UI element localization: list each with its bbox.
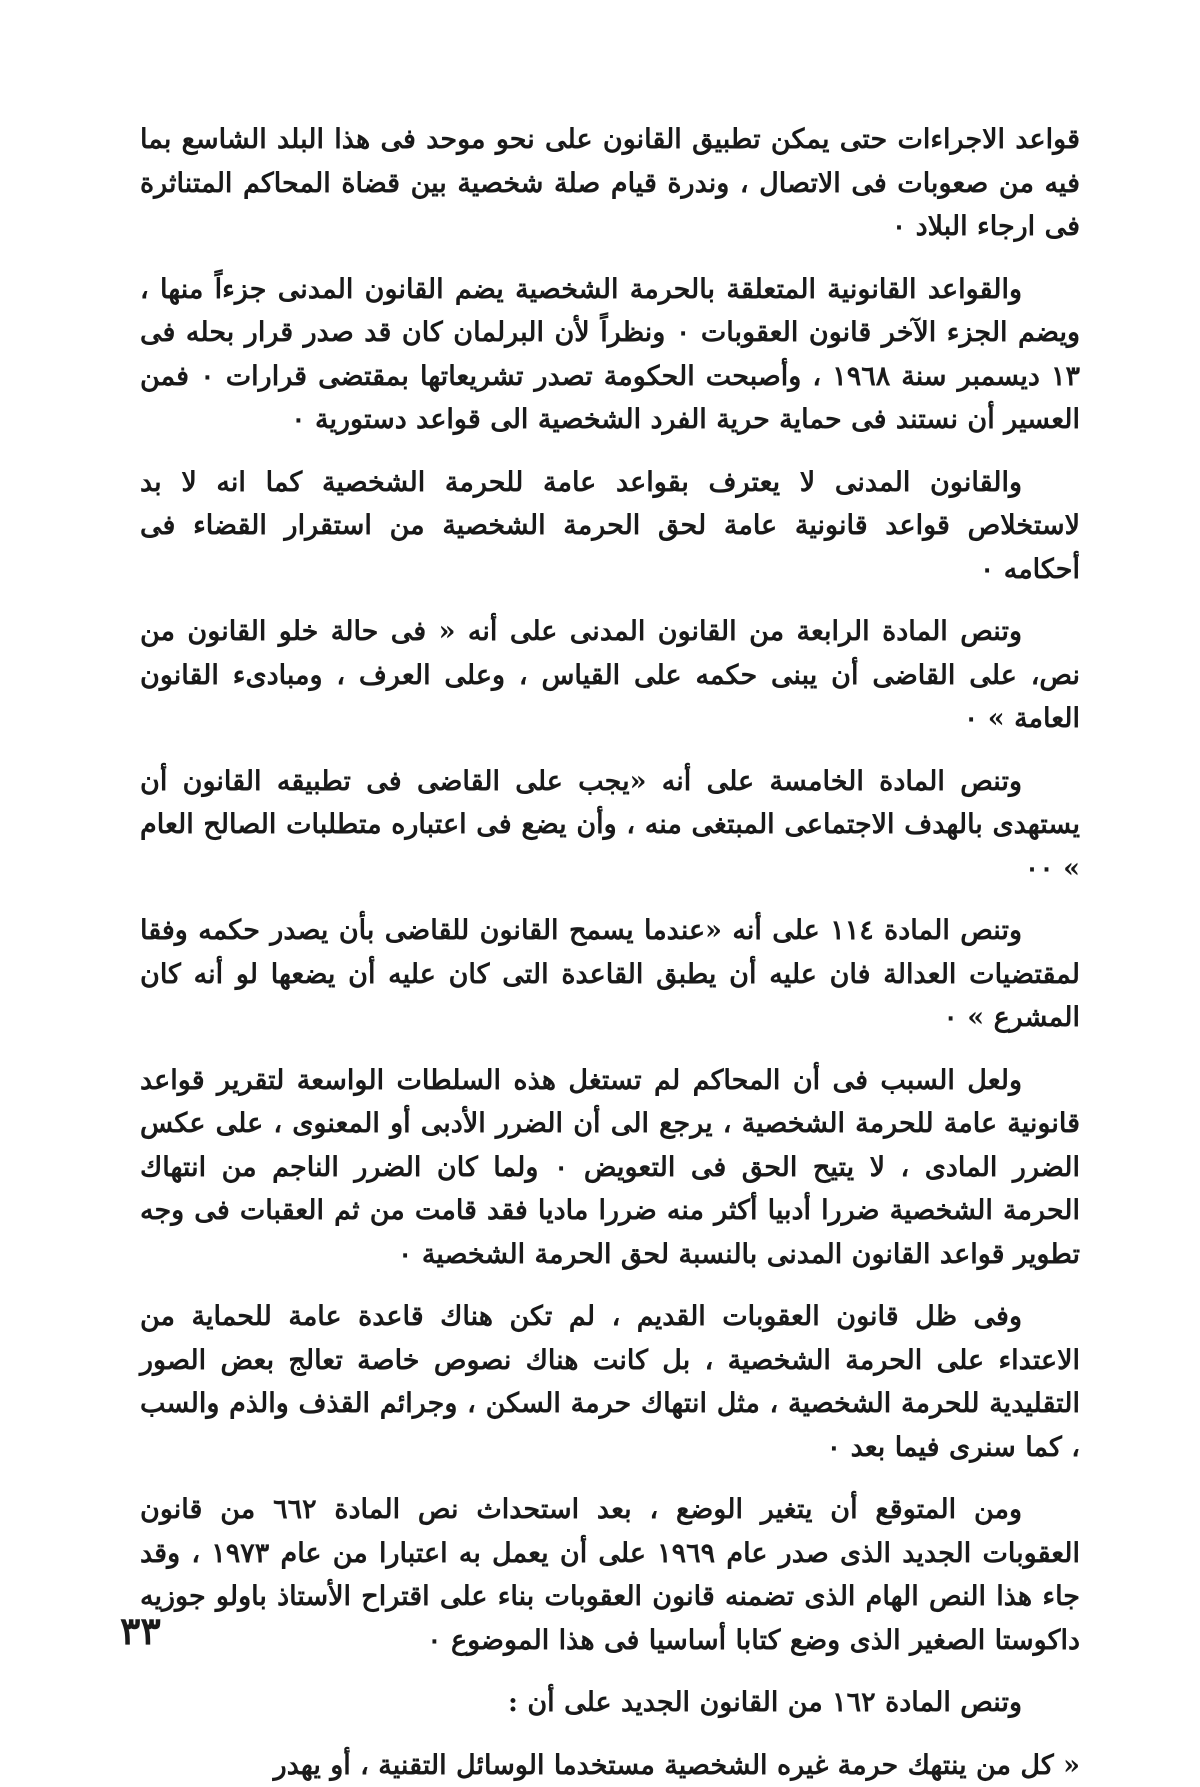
- paragraph-11: « كل من ينتهك حرمة غيره الشخصية مستخدما الوسائل التقنية ، أو يهدر: [140, 1744, 1080, 1787]
- paragraph-7: ولعل السبب فى أن المحاكم لم تستغل هذه السلطات الواسعة لتقرير قواعد قانونية عامة للحرمة الشخصية ، يرجع الى أن الضرر الأدبى أو المعنوى ، على عكس الضرر المادى ، لا يتيح الحق فى التعويض ٠ ولما كان الضرر الناجم من انتهاك الحرمة الشخصية ضررا أدبيا أكثر منه ضررا ماديا فقد قامت من ثم العقبات فى وجه تطوير قواعد القانون المدنى بالنسبة لحق الحرمة الشخصية ٠: [140, 1059, 1080, 1277]
- paragraph-1: قواعد الاجراءات حتى يمكن تطبيق القانون على نحو موحد فى هذا البلد الشاسع بما فيه من صعوبات فى الاتصال ، وندرة قيام صلة شخصية بين قضاة المحاكم المتناثرة فى ارجاء البلاد ٠: [140, 118, 1080, 249]
- page-number: ٣٣: [120, 1608, 161, 1653]
- paragraph-10: وتنص المادة ١٦٢ من القانون الجديد على أن :: [140, 1681, 1080, 1725]
- paragraph-5: وتنص المادة الخامسة على أنه «يجب على القاضى فى تطبيقه القانون أن يستهدى بالهدف الاجتماعى المبتغى منه ، وأن يضع فى اعتباره متطلبات الصالح العام » ٠٠: [140, 760, 1080, 891]
- paragraph-8: وفى ظل قانون العقوبات القديم ، لم تكن هناك قاعدة عامة للحماية من الاعتداء على الحرمة الشخصية ، بل كانت هناك نصوص خاصة تعالج بعض الصور التقليدية للحرمة الشخصية ، مثل انتهاك حرمة السكن ، وجرائم القذف والذم والسب ، كما سنرى فيما بعد ٠: [140, 1295, 1080, 1469]
- paragraph-4: وتنص المادة الرابعة من القانون المدنى على أنه « فى حالة خلو القانون من نص، على القاضى أن يبنى حكمه على القياس ، وعلى العرف ، ومبادىء القانون العامة » ٠: [140, 610, 1080, 741]
- paragraph-3: والقانون المدنى لا يعترف بقواعد عامة للحرمة الشخصية كما انه لا بد لاستخلاص قواعد قانونية عامة لحق الحرمة الشخصية من استقرار القضاء فى أحكامه ٠: [140, 461, 1080, 592]
- paragraph-9: ومن المتوقع أن يتغير الوضع ، بعد استحداث نص المادة ٦٦٢ من قانون العقوبات الجديد الذى صدر عام ١٩٦٩ على أن يعمل به اعتبارا من عام ١٩٧٣ ، وقد جاء هذا النص الهام الذى تضمنه قانون العقوبات بناء على اقتراح الأستاذ باولو جوزيه داكوستا الصغير الذى وضع كتابا أساسيا فى هذا الموضوع ٠: [140, 1488, 1080, 1662]
- paragraph-2: والقواعد القانونية المتعلقة بالحرمة الشخصية يضم القانون المدنى جزءاً منها ، ويضم الجزء الآخر قانون العقوبات ٠ ونظراً لأن البرلمان كان قد صدر قرار بحله فى ١٣ ديسمبر سنة ١٩٦٨ ، وأصبحت الحكومة تصدر تشريعاتها بمقتضى قرارات ٠ فمن العسير أن نستند فى حماية حرية الفرد الشخصية الى قواعد دستورية ٠: [140, 268, 1080, 442]
- body-text: [140, 118, 1080, 1787]
- paragraph-6: وتنص المادة ١١٤ على أنه «عندما يسمح القانون للقاضى بأن يصدر حكمه وفقا لمقتضيات العدالة فان عليه أن يطبق القاعدة التى كان عليه أن يضعها لو أنه كان المشرع » ٠: [140, 909, 1080, 1040]
